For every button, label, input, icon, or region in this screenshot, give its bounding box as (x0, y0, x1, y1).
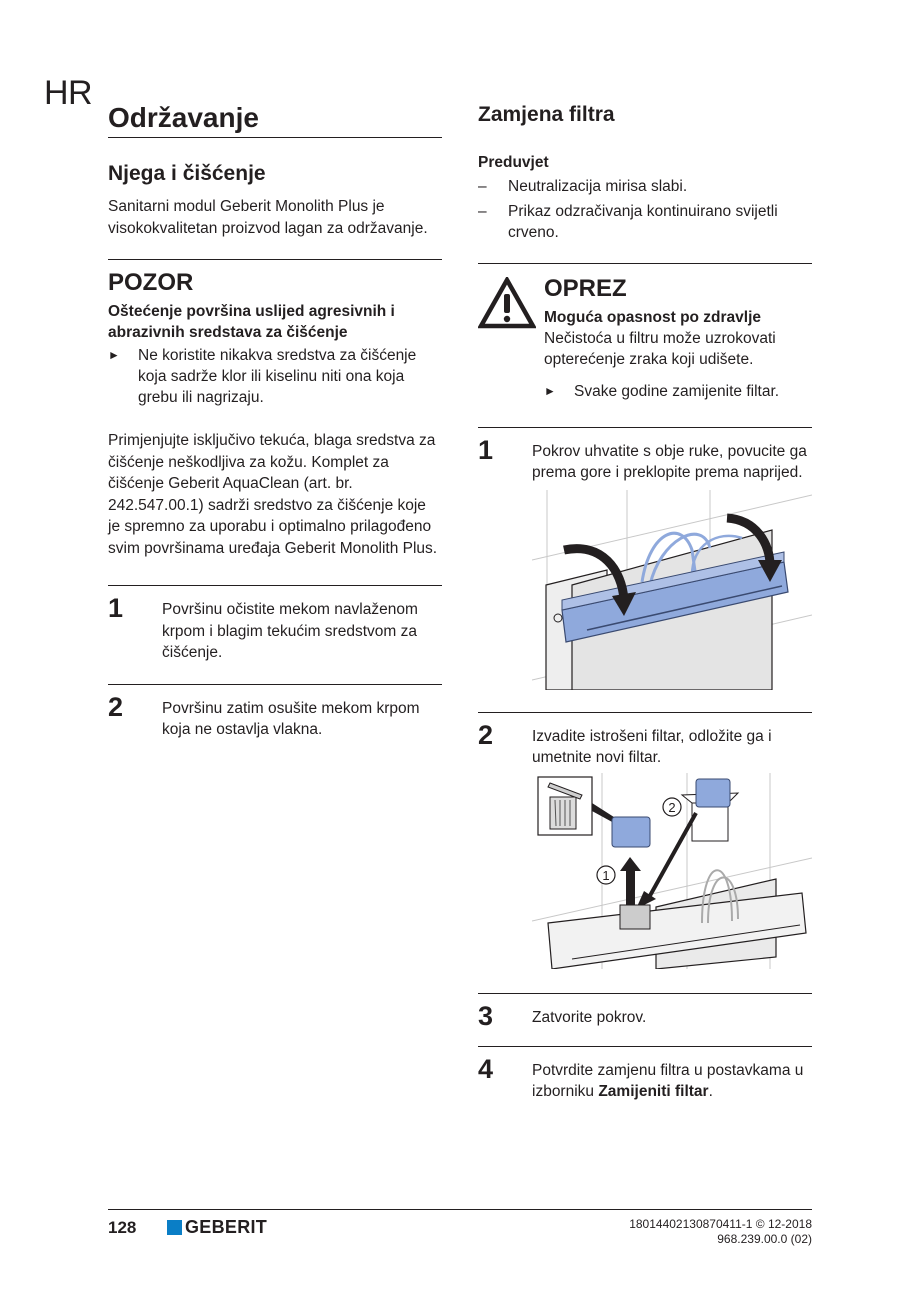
warning-subtitle: Moguća opasnost po zdravlje (544, 308, 762, 326)
right-column (478, 100, 812, 1103)
bullet-arrow-icon: ► (108, 348, 120, 362)
left-step-1 (108, 586, 442, 664)
intro-text: Sanitarni modul Geberit Monolith Plus je visokokvalitetan proizvod lagan za održavanje. (108, 198, 428, 237)
right-step-2 (478, 713, 812, 769)
illustration-open-cover (532, 490, 812, 690)
notice-bullet-text: Ne koristite nikakva sredstva za čišćenje koja sadrže klor ili kiselinu niti ona koja grebu ili nagrizaju. (138, 347, 417, 406)
warning-title: OPREZ (544, 274, 627, 302)
language-code: HR (44, 74, 93, 112)
footer-divider (108, 1209, 812, 1210)
prerequisite-item (478, 176, 812, 198)
brand-name: GEBERIT (185, 1217, 268, 1237)
warning-bullet-text: Svake godine zamijenite filtar. (574, 382, 780, 400)
brand-square-icon (167, 1220, 182, 1235)
step-number: 1 (108, 593, 124, 623)
step-number: 1 (478, 434, 494, 465)
prerequisite-item (478, 201, 812, 244)
notice-box (108, 268, 442, 408)
warning-bullet (544, 381, 812, 402)
cleaning-paragraph: Primjenjujte isključivo tekuća, blaga sredstva za čišćenje neškodljiva za kožu. Komplet za čišćenje Geberit AquaClean (art. br. 242.547.00.1) sadrži sredstvo za čišćenje koje je spremno za uporabu i optimalno prilagođeno svim površinama uređaja Geberit Monolith Plus. (108, 432, 438, 557)
step-number: 4 (478, 1053, 494, 1084)
page-number: 128 (108, 1218, 137, 1237)
prerequisite-text: Prikaz odzračivanja kontinuirano svijetli crveno. (508, 202, 778, 241)
warning-text: Nečistoća u filtru može uzrokovati opterećenje zraka koji udišete. (544, 329, 776, 368)
step-text: Površinu očistite mekom navlaženom krpom i blagim tekućim sredstvom za čišćenje. (162, 601, 418, 661)
step-text-end: . (708, 1083, 713, 1100)
step-text: Zatvorite pokrov. (532, 1008, 647, 1026)
step-number: 2 (478, 719, 494, 750)
step-text (532, 1055, 812, 1103)
right-step-4 (478, 1047, 812, 1103)
notice-title: POZOR (108, 269, 194, 296)
dash-marker: – (478, 178, 487, 195)
step-text: Pokrov uhvatite s obje ruke, povucite ga prema gore i preklopite prema naprijed. (532, 442, 807, 481)
warning-box (478, 264, 812, 402)
prerequisite-label: Preduvjet (478, 154, 549, 171)
step-number: 2 (108, 691, 124, 722)
divider (108, 259, 442, 260)
document-reference (629, 1217, 812, 1247)
menu-item-reference: Zamijeniti filtar (598, 1083, 709, 1100)
bullet-arrow-icon: ► (544, 383, 556, 398)
section-title-filter: Zamjena filtra (478, 103, 615, 126)
step-number: 3 (478, 1000, 494, 1031)
page-title: Održavanje (108, 100, 442, 138)
brand-logo (167, 1218, 267, 1236)
prerequisite-text: Neutralizacija mirisa slabi. (508, 178, 688, 195)
document-number: 968.239.00.0 (02) (717, 1232, 812, 1246)
document-id: 18014402130870411-1 © 12-2018 (629, 1217, 812, 1231)
illustration-replace-filter (532, 773, 812, 969)
right-step-1 (478, 428, 812, 484)
left-column (108, 100, 442, 741)
right-step-3 (478, 994, 812, 1030)
step-text: Izvadite istrošeni filtar, odložite ga i umetnite novi filtar. (532, 727, 772, 766)
notice-subtitle: Oštećenje površina uslijed agresivnih i abrazivnih sredstava za čišćenje (108, 303, 395, 341)
notice-bullet (108, 345, 442, 408)
callout-2: 2 (668, 799, 676, 815)
step-text: Površinu zatim osušite mekom krpom koja ne ostavlja vlakna. (162, 699, 420, 738)
dash-marker: – (478, 202, 487, 220)
callout-1: 1 (602, 867, 610, 883)
section-title-care: Njega i čišćenje (108, 162, 266, 185)
left-step-2 (108, 685, 442, 741)
step-text-regular: Potvrdite zamjenu filtra u postavkama u izborniku (532, 1061, 804, 1100)
warning-triangle-icon (478, 274, 544, 402)
